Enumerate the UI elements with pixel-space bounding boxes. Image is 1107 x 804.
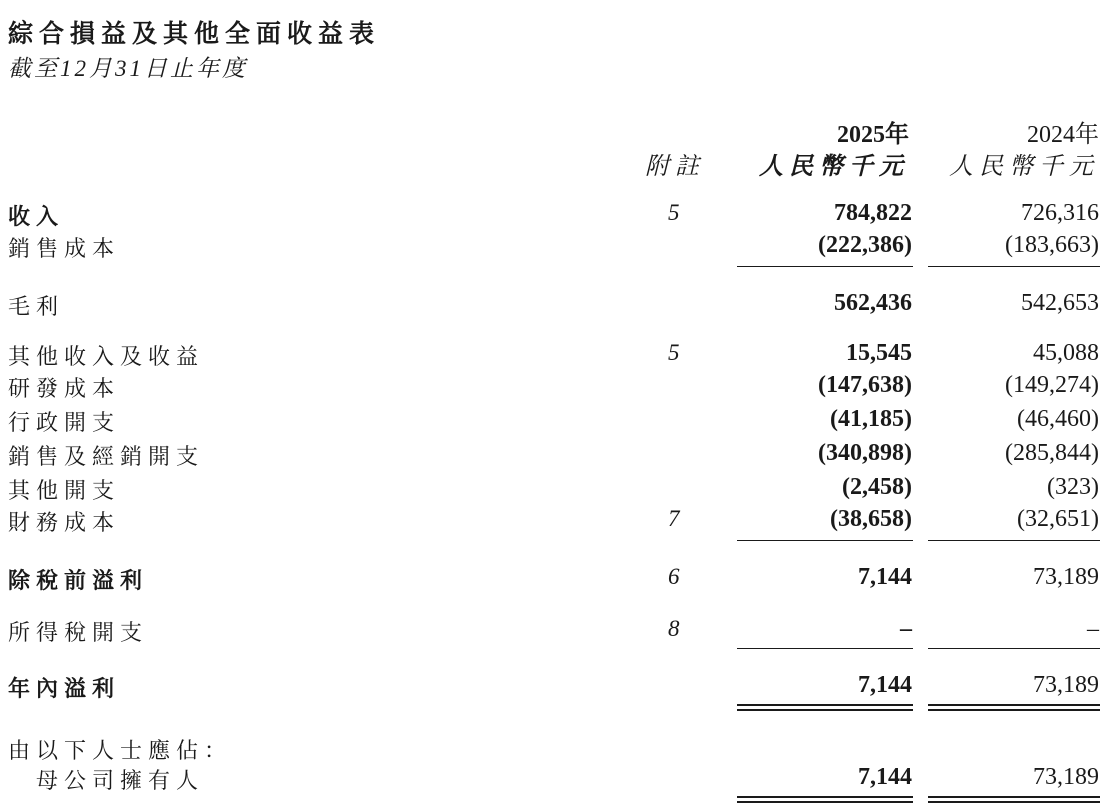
row-note: 5: [668, 200, 680, 225]
row-note: 6: [668, 564, 680, 589]
row-value-2024: (32,651): [1017, 506, 1099, 532]
table-row-gross-profit: [0, 290, 1107, 322]
row-value-2025: (38,658): [830, 506, 912, 532]
row-value-2025: 562,436: [834, 290, 912, 316]
row-label: 母公司擁有人: [36, 769, 205, 794]
row-value-2025: –: [900, 616, 912, 642]
table-row-other-expenses: [0, 474, 1107, 506]
row-label: 行政開支: [8, 411, 121, 436]
table-row-profit-before-tax: [0, 564, 1107, 596]
column-header-note: 附註: [645, 154, 705, 180]
table-row-selling-expenses: [0, 440, 1107, 472]
row-label: 年內溢利: [8, 677, 121, 702]
row-value-2024: (149,274): [1005, 372, 1099, 398]
row-label: 毛利: [8, 295, 65, 320]
subtotal-rule-2025: [737, 648, 913, 649]
row-value-2024: 542,653: [1021, 290, 1099, 316]
column-header-2025-unit: 人民幣千元: [759, 154, 909, 180]
row-value-2025: (340,898): [818, 440, 912, 466]
table-row-profit-for-year: [0, 672, 1107, 704]
table-row-cost-of-sales: [0, 232, 1107, 264]
total-double-rule-2024: [928, 796, 1100, 803]
row-value-2024: 726,316: [1021, 200, 1099, 226]
row-label: 收入: [8, 205, 65, 230]
row-value-2025: 15,545: [846, 340, 912, 366]
row-value-2024: 45,088: [1033, 340, 1099, 366]
row-value-2024: 73,189: [1033, 564, 1099, 590]
statement-title: 綜合損益及其他全面收益表: [8, 19, 381, 48]
row-label: 銷售成本: [8, 237, 121, 262]
table-row-income-tax: [0, 616, 1107, 648]
row-value-2025: (41,185): [830, 406, 912, 432]
total-double-rule-2025: [737, 796, 913, 803]
table-row-other-income: [0, 340, 1107, 372]
row-value-2024: 73,189: [1033, 672, 1099, 698]
row-note: 7: [668, 506, 680, 531]
row-value-2025: 7,144: [858, 672, 912, 698]
subtotal-rule-2024: [928, 540, 1100, 541]
row-value-2025: (222,386): [818, 232, 912, 258]
table-row-attributable-heading: [0, 734, 1107, 766]
row-value-2024: 73,189: [1033, 764, 1099, 790]
row-value-2024: (285,844): [1005, 440, 1099, 466]
row-value-2025: (147,638): [818, 372, 912, 398]
row-value-2024: –: [1087, 616, 1099, 642]
row-note: 5: [668, 340, 680, 365]
table-row-rd-costs: [0, 372, 1107, 404]
column-header-2024-unit: 人民幣千元: [949, 154, 1099, 180]
row-label: 銷售及經銷開支: [8, 445, 205, 470]
table-row-revenue: [0, 200, 1107, 232]
column-header-2024-year: 2024年: [1027, 122, 1099, 148]
subtotal-rule-2024: [928, 266, 1100, 267]
row-label: 研發成本: [8, 377, 121, 402]
column-header-2025-year: 2025年: [837, 122, 909, 148]
row-value-2024: (46,460): [1017, 406, 1099, 432]
row-label: 財務成本: [8, 511, 121, 536]
row-value-2025: 784,822: [834, 200, 912, 226]
row-label: 由以下人士應佔：: [8, 739, 233, 764]
row-label: 其他收入及收益: [8, 345, 205, 370]
statement-period: 截至12月31日止年度: [8, 56, 248, 81]
subtotal-rule-2025: [737, 540, 913, 541]
row-note: 8: [668, 616, 680, 641]
row-label: 除稅前溢利: [8, 569, 149, 594]
row-value-2025: 7,144: [858, 764, 912, 790]
subtotal-rule-2025: [737, 266, 913, 267]
total-double-rule-2025: [737, 704, 913, 711]
total-double-rule-2024: [928, 704, 1100, 711]
table-row-finance-costs: [0, 506, 1107, 538]
row-value-2025: (2,458): [842, 474, 912, 500]
row-value-2024: (183,663): [1005, 232, 1099, 258]
row-value-2024: (323): [1047, 474, 1099, 500]
table-row-admin-expenses: [0, 406, 1107, 438]
row-label: 所得稅開支: [8, 621, 149, 646]
table-row-owners-of-parent: [0, 764, 1107, 796]
row-label: 其他開支: [8, 479, 121, 504]
subtotal-rule-2024: [928, 648, 1100, 649]
row-value-2025: 7,144: [858, 564, 912, 590]
